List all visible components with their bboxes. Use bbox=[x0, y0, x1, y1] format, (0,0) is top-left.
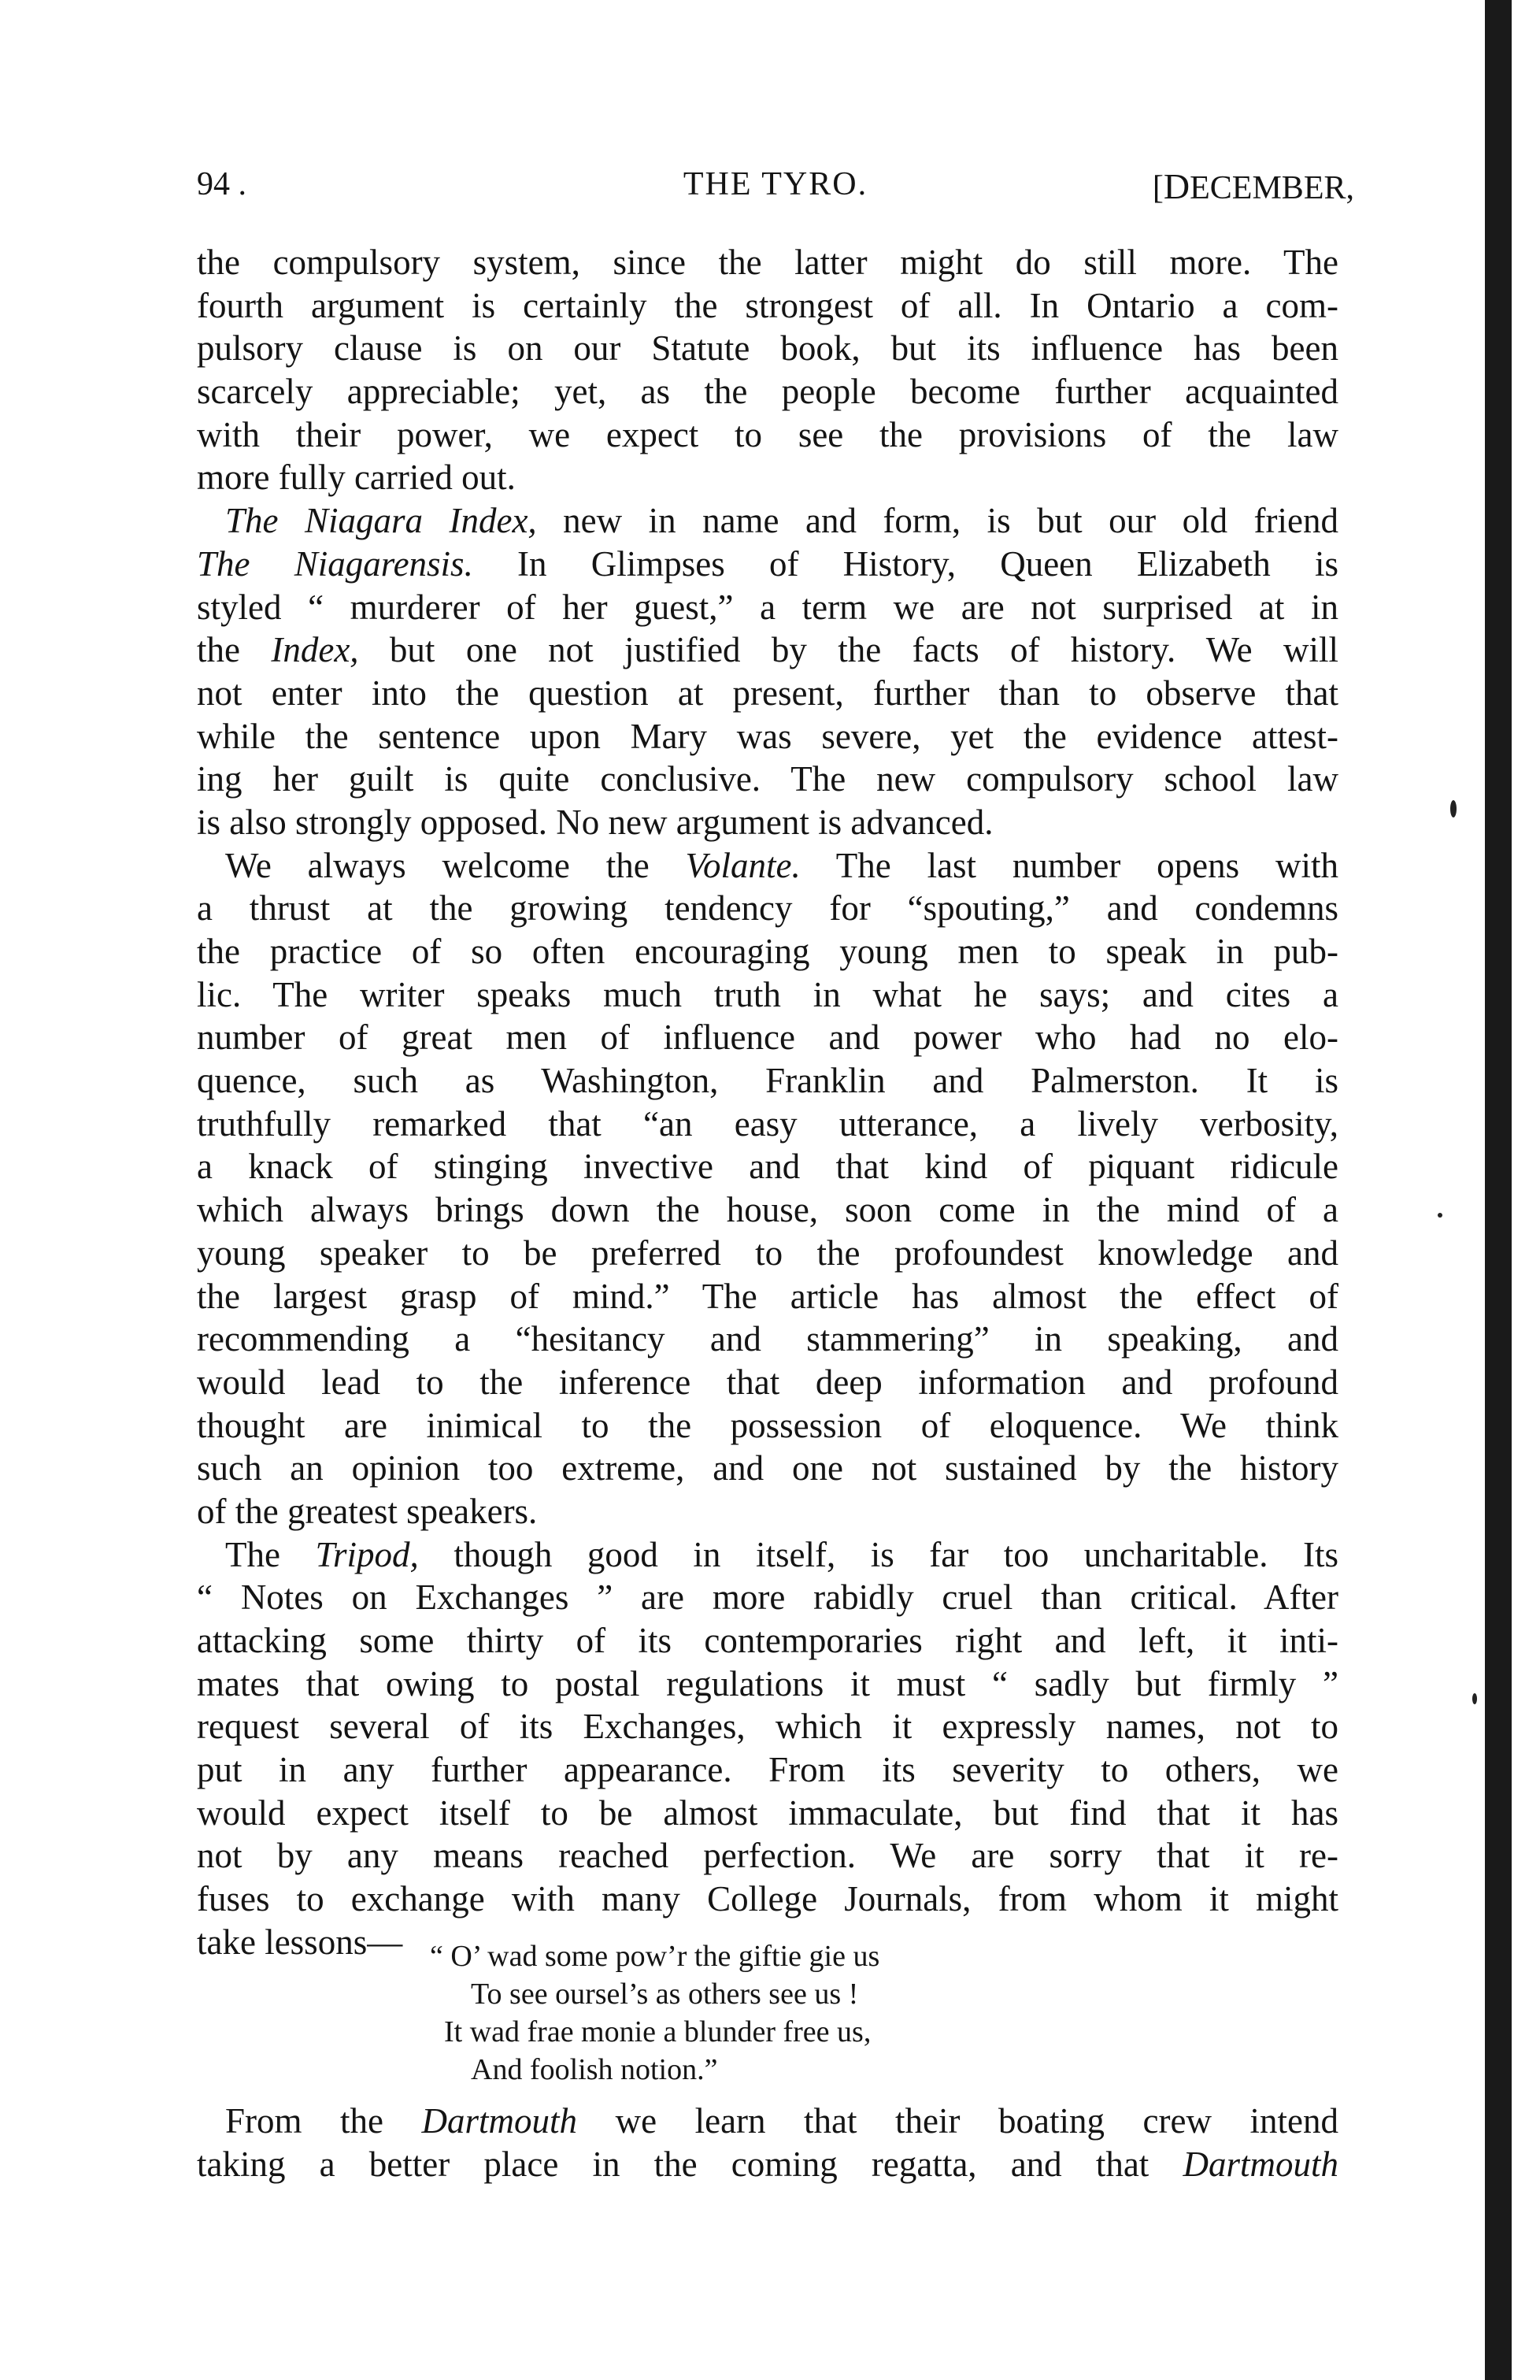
text-line-dartmouth bbox=[197, 2100, 1338, 2143]
text-line: would lead to the inference that deep information and profound bbox=[197, 1362, 1338, 1402]
text-segment: new in name and form, is but our old friend bbox=[536, 501, 1338, 541]
page-number: 94 . bbox=[197, 166, 246, 202]
text-segment: In Glimpses of History, Queen Elizabeth is bbox=[472, 543, 1338, 584]
text-line: a knack of stinging invective and that kind of piquant ridicule bbox=[197, 1147, 1338, 1187]
text-line: while the sentence upon Mary was severe, yet the evidence attest- bbox=[197, 716, 1338, 756]
text-line: with their power, we expect to see the provisions of the law bbox=[197, 414, 1338, 454]
text-line: fourth argument is certainly the strongest of all. In Ontario a com- bbox=[197, 285, 1338, 325]
text-line: request several of its Exchanges, which it expressly names, not to bbox=[197, 1707, 1338, 1747]
text-line: recommending a “hesitancy and stammering” in speaking, and bbox=[197, 1319, 1338, 1359]
text-line: ing her guilt is quite conclusive. The new compulsory school law bbox=[197, 759, 1338, 799]
italic-title: Index, bbox=[271, 630, 359, 670]
text-line-volante bbox=[197, 844, 1338, 888]
month-initial: D bbox=[1163, 166, 1190, 206]
text-line: attacking some thirty of its contemporaries right and left, it inti- bbox=[197, 1621, 1338, 1660]
italic-title: Tripod, bbox=[315, 1534, 419, 1574]
text-segment: the bbox=[197, 630, 272, 670]
text-line-dartmouth-2 bbox=[197, 2143, 1338, 2186]
text-line: truthfully remarked that “an easy utterance, a lively verbosity, bbox=[197, 1103, 1338, 1144]
text-segment: From the bbox=[225, 2101, 422, 2141]
text-line-tripod bbox=[197, 1533, 1338, 1577]
italic-title: Dartmouth bbox=[1183, 2144, 1338, 2184]
text-line-niagarensis bbox=[197, 543, 1338, 586]
text-line: of the greatest speakers. bbox=[197, 1491, 538, 1531]
text-line: which always brings down the house, soon come in the mind of a bbox=[197, 1190, 1338, 1230]
text-line: young speaker to be preferred to the profoundest knowledge and bbox=[197, 1233, 1338, 1273]
text-line: such an opinion too extreme, and one not sustained by the history bbox=[197, 1448, 1338, 1488]
verse-line: “ O’ wad some pow’r the giftie gie us bbox=[430, 1940, 880, 1973]
text-line: a thrust at the growing tendency for “spouting,” and condemns bbox=[197, 888, 1338, 929]
verse-line: And foolish notion.” bbox=[471, 2053, 718, 2086]
article-body bbox=[197, 241, 1338, 1964]
text-line: fuses to exchange with many College Journals, from whom it might bbox=[197, 1879, 1338, 1919]
scan-speck bbox=[1472, 1693, 1477, 1704]
text-line: number of great men of influence and power who had no elo- bbox=[197, 1018, 1338, 1058]
article-body-continued bbox=[197, 2100, 1338, 2185]
text-line: mates that owing to postal regulations it must “ sadly but firmly ” bbox=[197, 1663, 1338, 1703]
text-line: the practice of so often encouraging young men to speak in pub- bbox=[197, 932, 1338, 971]
italic-title: The Niagara Index, bbox=[225, 501, 537, 541]
text-line-index bbox=[197, 628, 1338, 672]
text-segment: taking a better place in the coming regatta, and that bbox=[197, 2144, 1183, 2184]
text-line: not by any means reached perfection. We are sorry that it re- bbox=[197, 1836, 1338, 1876]
text-line: quence, such as Washington, Franklin and Palmerston. It is bbox=[197, 1061, 1338, 1101]
italic-title: Volante. bbox=[685, 845, 801, 885]
text-line: would expect itself to be almost immaculate, but find that it has bbox=[197, 1792, 1338, 1833]
verse-line: To see oursel’s as others see us ! bbox=[471, 1978, 859, 2011]
text-line: take lessons— bbox=[197, 1922, 403, 1962]
quoted-verse bbox=[430, 1937, 1138, 2089]
text-segment: We always welcome the bbox=[225, 845, 686, 885]
text-segment: The bbox=[225, 1534, 316, 1574]
text-line: not enter into the question at present, further than to observe that bbox=[197, 673, 1338, 713]
text-line: is also strongly opposed. No new argument is advanced. bbox=[197, 802, 994, 842]
text-segment: though good in itself, is far too uncharitable. Its bbox=[418, 1534, 1338, 1574]
scan-speck bbox=[1438, 1213, 1442, 1218]
text-line: the compulsory system, since the latter might do still more. The bbox=[197, 243, 1338, 282]
issue-month bbox=[1153, 165, 1354, 207]
text-line: more fully carried out. bbox=[197, 458, 516, 498]
text-line: styled “ murderer of her guest,” a term we are not surprised at in bbox=[197, 587, 1338, 627]
month-bracket: [ bbox=[1152, 170, 1164, 206]
text-segment: we learn that their boating crew intend bbox=[577, 2101, 1338, 2141]
scan-edge-bar bbox=[1485, 0, 1512, 2380]
italic-title: Dartmouth bbox=[421, 2101, 578, 2141]
text-line: put in any further appearance. From its severity to others, we bbox=[197, 1750, 1338, 1790]
text-line: pulsory clause is on our Statute book, but its influence has been bbox=[197, 328, 1338, 369]
text-line: thought are inimical to the possession of eloquence. We think bbox=[197, 1405, 1338, 1445]
verse-line: It wad frae monie a blunder free us, bbox=[444, 2015, 872, 2048]
text-line: the largest grasp of mind.” The article has almost the effect of bbox=[197, 1276, 1338, 1316]
text-line: scarcely appreciable; yet, as the people become further acquainted bbox=[197, 372, 1338, 412]
scan-speck bbox=[1450, 800, 1457, 817]
running-header bbox=[197, 158, 1354, 213]
text-segment: but one not justified by the facts of history. We will bbox=[358, 630, 1338, 670]
month-rest: ECEMBER, bbox=[1190, 170, 1354, 206]
text-line: “ Notes on Exchanges ” are more rabidly cruel than critical. After bbox=[197, 1577, 1338, 1618]
text-line-niagara bbox=[197, 499, 1338, 543]
text-segment: The last number opens with bbox=[800, 845, 1339, 885]
italic-title: The Niagarensis. bbox=[197, 543, 473, 584]
text-line: lic. The writer speaks much truth in what he says; and cites a bbox=[197, 974, 1338, 1014]
journal-title: THE TYRO. bbox=[683, 166, 868, 202]
